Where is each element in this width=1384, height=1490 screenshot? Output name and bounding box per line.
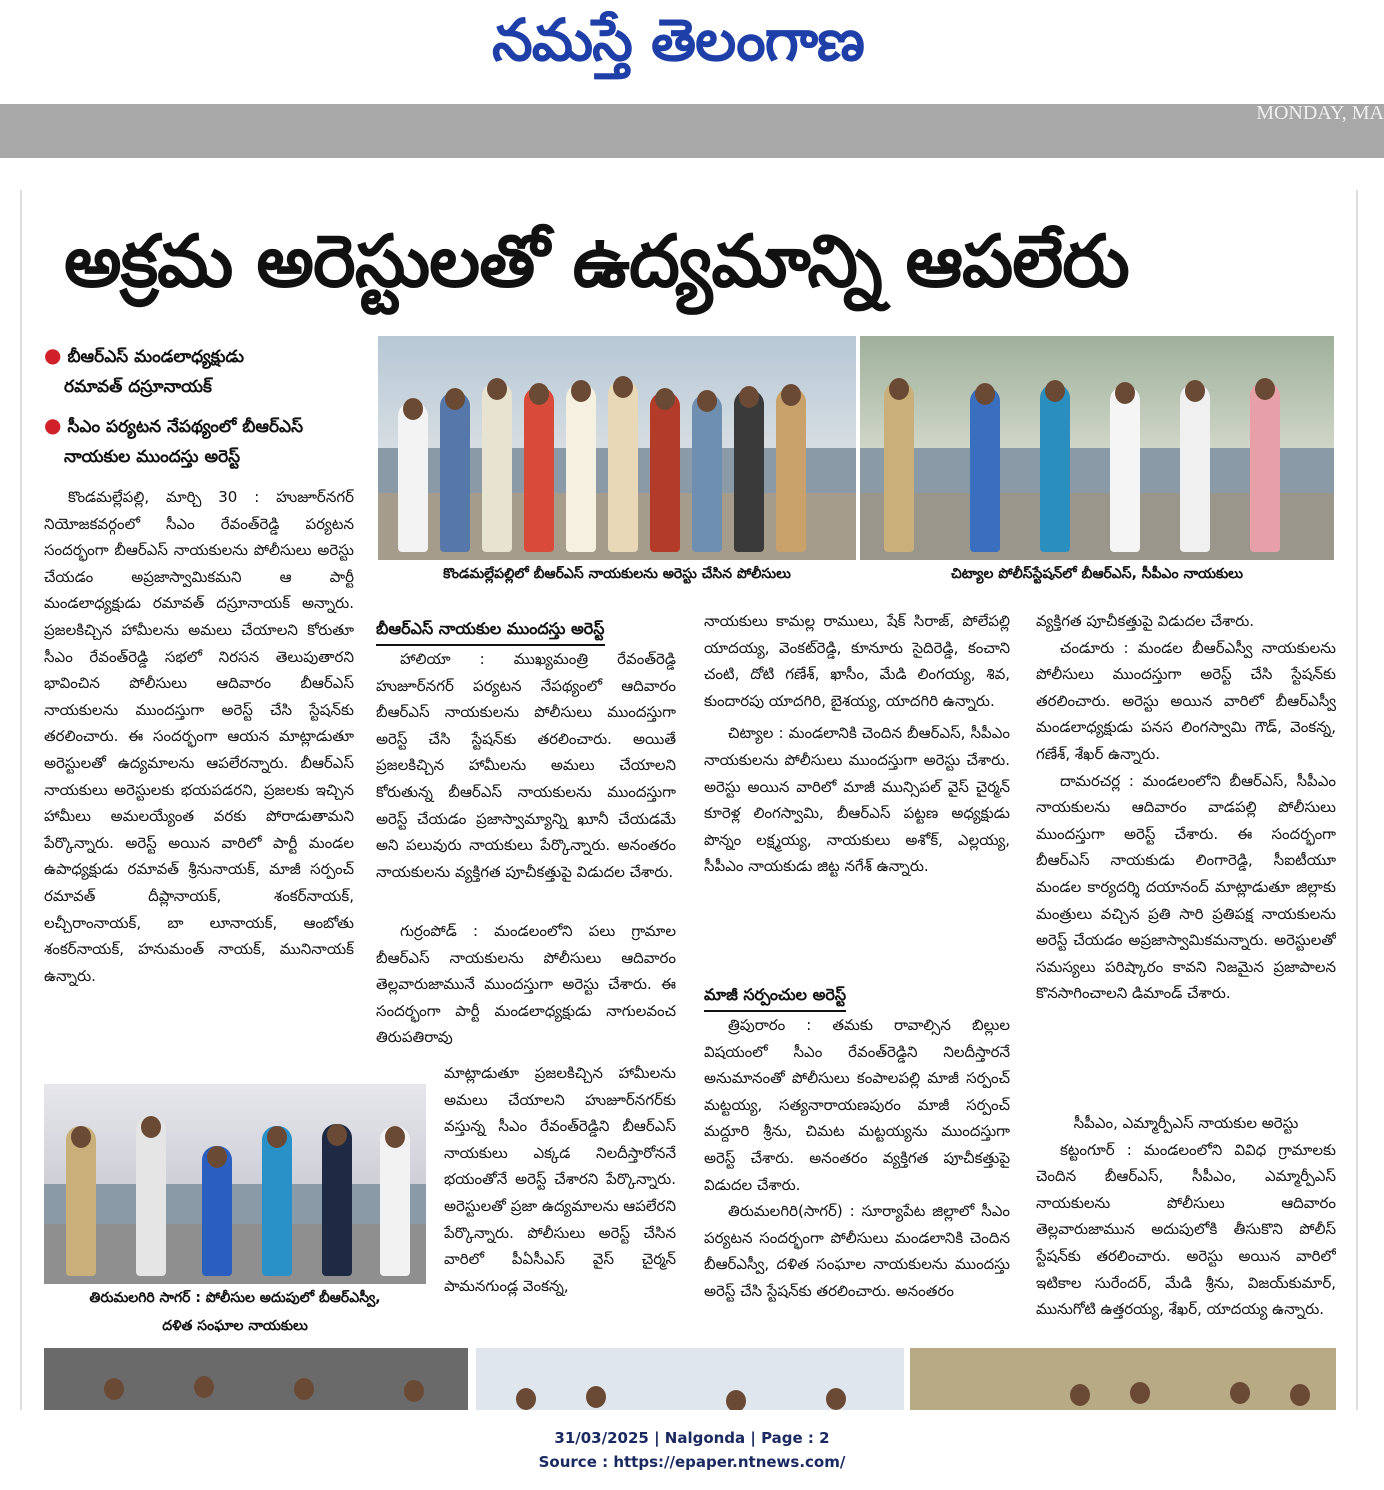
photo-bottom-middle — [476, 1348, 904, 1410]
column-4-subhead: సీపీఎం, ఎమ్మార్పీఎస్ నాయకుల అరెస్టు — [1073, 1114, 1299, 1132]
column-1-text: కొండమల్లేపల్లి, మార్చి 30 : హుజూర్‌నగర్ నియోజకవర్గంలో సీఎం రేవంత్‌రెడ్డి పర్యటన సందర్భంగా బీఆర్ఎస్ నాయకులను పోలీసులు అరెస్టు చేయడం అప్రజాస్వామికమని ఆ పార్టీ మండలాధ్యక్షుడు రమావత్ దస్రూనాయక్ అన్నారు. ప్రజలకిచ్చిన హామీలను అమలు చేయాలని కోరుతూ సీఎం రేవంత్‌రెడ్డి సభలో నిరసన తెలుపుతారని భావించిన పోలీసులు ఆదివారం బీఆర్ఎస్ నాయకులను ముందస్తుగా అరెస్ట్ చేసి స్టేషన్‌కు తరలించారు. ఈ సందర్భంగా ఆయన మాట్లాడుతూ అరెస్టులతో ఉద్యమాలను ఆపలేరన్నారు. బీఆర్ఎస్ నాయకులు అరెస్టులకు భయపడరని, ప్రజలకు ఇచ్చిన హామీలు అమలయ్యేంత వరకు పోరాడుతామని పేర్కొన్నారు. అరెస్ట్ అయిన వారిలో పార్టీ మండల ఉపాధ్యక్షుడు రమావత్ శ్రీనునాయక్, మాజీ సర్పంచ్ రమావత్ దీప్లానాయక్, శంకర్‌నాయక్, లచ్చీరాంనాయక్, బా లూనాయక్, ఆంబోతు శంకర్‌నాయక్, హనుమంత్ నాయక్, మునినాయక్ ఉన్నారు. — [44, 488, 354, 985]
bullet-2-line-2: నాయకుల ముందస్తు అరెస్ట్ — [64, 447, 241, 467]
article-column-2b — [376, 918, 676, 1072]
photo-bottom-left — [44, 1348, 468, 1410]
bullet-dot-icon: ● — [44, 343, 62, 367]
column-4-para-4: కట్టంగూర్ : మండలంలోని వివిధ గ్రామాలకు చెందిన బీఆర్ఎస్, సీపీఎం, ఎమ్మార్పీఎస్ నాయకులను పోలీసులు ఆదివారం తెల్లవారుజామున అదుపులోకి తీసుకొని పోలీస్ స్టేషన్‌కు తరలించారు. అరెస్టు అయిన వారిలో ఇటికాల సురేందర్, మేడి శ్రీను, విజయ్‌కుమార్, మునుగోటి ఉత్తరయ్య, శేఖర్, యాదయ్య ఉన్నారు. — [1036, 1140, 1336, 1319]
article-column-2 — [376, 614, 676, 914]
bullet-1-line-2: రమావత్ దస్రూనాయక్ — [64, 377, 212, 397]
column-2-subhead: బీఆర్ఎస్ నాయకుల ముందస్తు అరెస్ట్ — [376, 614, 605, 646]
column-3-subhead: మాజీ సర్పంచుల అరెస్ట్ — [704, 980, 846, 1012]
masthead — [0, 0, 1384, 104]
column-2-para-2: గుర్రంపోడ్ : మండలంలోని పలు గ్రామాల బీఆర్ఎస్ నాయకులను పోలీసులు ఆదివారం తెల్లవారుజామునే ముందస్తుగా అరెస్టు చేశారు. ఈ సందర్భంగా పార్టీ మండలాధ్యక్షుడు నాగులవంచ తిరుపతిరావు — [376, 922, 676, 1047]
footer-edition: 31/03/2025 | Nalgonda | Page : 2 — [554, 1429, 830, 1447]
clip-edge-left — [20, 190, 22, 1410]
article-column-3b — [704, 980, 1010, 1336]
column-4-para-1: వ్యక్తిగత పూచీకత్తుపై విడుదల చేశారు. — [1036, 612, 1255, 630]
headline: అక్రమ అరెస్టులతో ఉద్యమాన్ని ఆపలేరు — [64, 219, 1129, 303]
photo-tirumalagiri — [44, 1084, 426, 1284]
issue-date: MONDAY, MA — [1256, 102, 1384, 124]
clip-edge-right — [1356, 190, 1358, 1410]
bullet-1-line-1: బీఆర్ఎస్ మండలాధ్యక్షుడు — [67, 347, 245, 367]
column-2-para-3: మాట్లాడుతూ ప్రజలకిచ్చిన హామీలను అమలు చేయాలని హుజూర్‌నగర్‌కు వస్తున్న సీఎం రేవంత్‌రెడ్డిని బీఆర్ఎస్ నాయకులు ఎక్కడ నిలదీస్తారోననే భయంతోనే అరెస్ట్ చేశారని పేర్కొన్నారు. అరెస్టులతో ప్రజా ఉద్యమాలను ఆపలేరని పేర్కొన్నారు. పోలీసులు అరెస్ట్ చేసిన వారిలో పీఏసీఎస్ వైస్ చైర్మన్ పామనగుండ్ల వెంకన్న, — [444, 1064, 676, 1295]
bullet-2-line-1: సీఎం పర్యటన నేపథ్యంలో బీఆర్ఎస్ — [67, 417, 304, 437]
column-3-para-1: నాయకులు కామల్ల రాములు, షేక్ సిరాజ్, పోలేపల్లి యాదయ్య, వెంకట్‌రెడ్డి, కూనూరు సైదిరెడ్డి, కంచాని చంటి, దోటి గణేశ్, ఖాసీం, మేడి లింగయ్య, శివ, కుందారపు యాదగిరి, బైశయ్య, యాదగిరి ఉన్నారు. — [704, 612, 1010, 710]
article-column-4b — [1036, 1110, 1336, 1336]
footer-source: Source : https://epaper.ntnews.com/ — [538, 1453, 846, 1471]
photo-caption-1: కొండమల్లేపల్లిలో బీఆర్ఎస్ నాయకులను అరెస్టు చేసిన పోలీసులు — [443, 566, 791, 582]
bullet-dot-icon: ● — [44, 413, 62, 437]
photo-kondamallepally — [378, 336, 856, 560]
article-column-2c — [444, 1060, 676, 1340]
newspaper-logo: నమస్తే తెలంగాణ — [492, 6, 864, 74]
photo-bottom-right — [910, 1348, 1336, 1410]
photo-chityal — [860, 336, 1334, 560]
article-column-1 — [44, 484, 354, 1074]
article-column-4 — [1036, 608, 1336, 1108]
photo-caption-3a: తిరుమలగిరి సాగర్ : పోలీసుల అదుపులో బీఆర్ఎస్వీ, — [89, 1290, 381, 1306]
column-3-para-3: త్రిపురారం : తమకు రావాల్సిన బిల్లుల విషయంలో సీఎం రేవంత్‌రెడ్డిని నిలదీస్తారనే అనుమానంతో పోలీసులు కంపాలపల్లి మాజీ సర్పంచ్ మట్టయ్య, సత్యనారాయణపురం మాజీ సర్పంచ్ మద్దూరి శ్రీను, చిమట మట్టయ్యను ముందస్తుగా అరెస్ట్ చేశారు. అనంతరం వ్యక్తిగత పూచీకత్తుపై విడుదల చేశారు. — [704, 1016, 1010, 1194]
column-4-para-3: దామరచర్ల : మండలంలోని బీఆర్ఎస్, సీపీఎం నాయకులను ఆదివారం వాడపల్లి పోలీసులు ముందస్తుగా అరెస్ట్ చేశారు. ఈ సందర్భంగా బీఆర్ఎస్ నాయకుడు లింగారెడ్డి, సీఐటీయూ మండల కార్యదర్శి దయానంద్ మాట్లాడుతూ జిల్లాకు మంత్రులు వచ్చిన ప్రతి సారి ప్రతిపక్ష నాయకులను అరెస్ట్ చేయడం అప్రజాస్వామికమన్నారు. అరెస్టులతో సమస్యలు పరిష్కారం కావని నిజమైన ప్రజాపాలన కొనసాగించాలని డిమాండ్ చేశారు. — [1036, 771, 1336, 1003]
column-2-para-1: హాలియా : ముఖ్యమంత్రి రేవంత్‌రెడ్డి హుజూర్‌నగర్ పర్యటన నేపథ్యంలో ఆదివారం బీఆర్ఎస్ నాయకులను పోలీసులు ముందస్తుగా అరెస్ట్ చేసి స్టేషన్‌కు తరలించారు. అయితే ప్రజలకిచ్చిన హామీలను అమలు చేయాలని కోరుతున్న బీఆర్ఎస్ నాయకులను ముందస్తుగా అరెస్ట్ చేయడం ప్రజాస్వామ్యాన్ని ఖూనీ చేయడమే అని పలువురు నాయకులు పేర్కొన్నారు. అనంతరం నాయకులను వ్యక్తిగత పూచీకత్తుపై విడుదల చేశారు. — [376, 650, 676, 881]
bullet-2 — [44, 410, 303, 472]
bullet-1 — [44, 340, 244, 402]
column-4-para-2: చండూరు : మండల బీఆర్ఎస్వీ నాయకులను పోలీసులు ముందస్తుగా అరెస్ట్ చేసి స్టేషన్‌కు తరలించారు. అరెస్టు అయిన వారిలో బీఆర్ఎస్వీ మండలాధ్యక్షుడు పనస లింగస్వామి గౌడ్, వెంకన్న, గణేశ్, శేఖర్ ఉన్నారు. — [1036, 638, 1336, 763]
column-3-para-2: చిట్యాల : మండలానికి చెందిన బీఆర్ఎస్, సీపీఎం నాయకులను పోలీసులు ముందస్తుగా అరెస్టు చేశారు. అరెస్టు అయిన వారిలో మాజీ మున్సిపల్ వైస్ చైర్మన్ కూరెళ్ల లింగస్వామి, బీఆర్ఎస్ పట్టణ అధ్యక్షుడు పొన్నం లక్ష్మయ్య, నాయకులు అశోక్, ఎల్లయ్య, సీపీఎం నాయకుడు జిట్ట నగేశ్ ఉన్నారు. — [704, 724, 1010, 876]
page-footer — [0, 1426, 1384, 1474]
date-bar — [0, 104, 1384, 158]
article-column-3 — [704, 608, 1010, 978]
photo-caption-3b: దళిత సంఘాల నాయకులు — [162, 1318, 308, 1334]
photo-caption-2: చిట్యాల పోలీస్‌స్టేషన్‌లో బీఆర్ఎస్, సీపీఎం నాయకులు — [951, 566, 1243, 582]
column-3-para-4: తిరుమలగిరి(సాగర్) : సూర్యాపేట జిల్లాలో సీఎం పర్యటన సందర్భంగా పోలీసులు మండలానికి చెందిన బీఆర్ఎస్వీ, దళిత సంఘాల నాయకులను ముందస్తు అరెస్ట్ చేసి స్టేషన్‌కు తరలించారు. అనంతరం — [704, 1202, 1010, 1300]
